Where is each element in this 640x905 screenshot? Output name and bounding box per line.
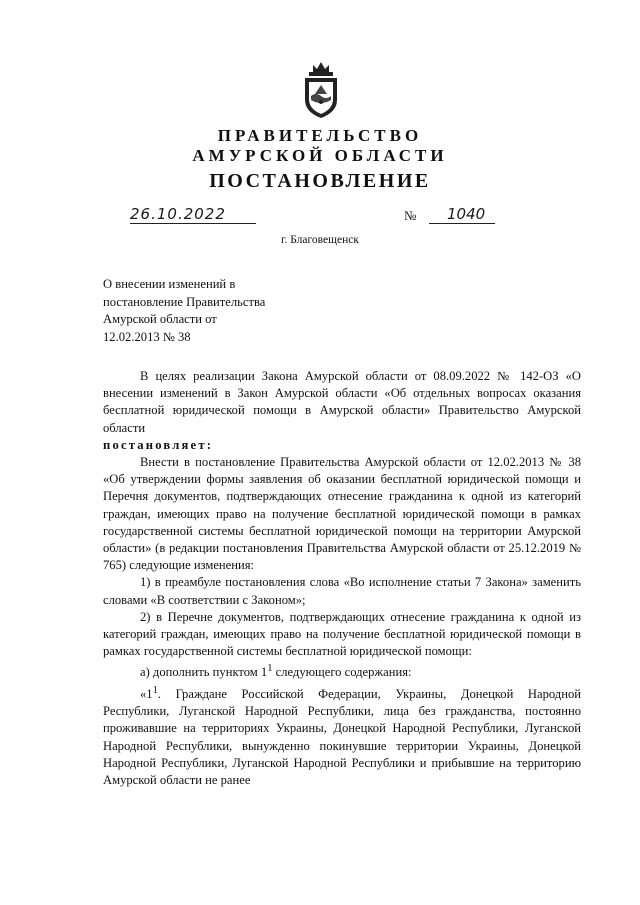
paragraph-item-1: 1) в преамбуле постановления слова «Во исполнение статьи 7 Закона» заменить словами «В соответствии с Законом»; <box>103 575 581 607</box>
intro-paragraph: В целях реализации Закона Амурской области от 08.09.2022 № 142-ОЗ «О внесении изменений в Закон Амурской области «Об отдельных вопросах оказания бесплатной юридической помощи в Амурской области» Правительство Амурской области <box>103 369 581 435</box>
subject-line: О внесении изменений в <box>103 277 236 291</box>
subject-line: постановление Правительства <box>103 294 266 309</box>
government-title: ПРАВИТЕЛЬСТВО <box>217 126 423 145</box>
paragraph-item-2: 2) в Перечне документов, подтверждающих отнесение гражданина к одной из категорий граждан, имеющих право на получение бесплатной юридической помощи в рамках государственной системы бесплатной юридической помощи: <box>103 609 581 659</box>
document-type: ПОСТАНОВЛЕНИЕ <box>209 170 431 192</box>
coat-of-arms-icon <box>299 60 343 120</box>
region-title: АМУРСКОЙ ОБЛАСТИ <box>192 146 448 165</box>
document-number: 1040 <box>429 205 495 224</box>
subject-line: 12.02.2013 № 38 <box>103 329 191 344</box>
paragraph-item-a: а) дополнить пунктом $1^1$ следующего содержания: <box>140 663 412 680</box>
document-date: 26.10.2022 <box>130 205 256 224</box>
document-subject <box>103 276 265 346</box>
paragraph-main: Внести в постановление Правительства Амурской области от 12.02.2013 № 38 «Об утверждении формы заявления об оказании бесплатной юридической помощи и Перечня документов, подтверждающих отнесение гражданина к одной из категорий граждан, имеющих право на получение бесплатной юридической помощи в рамках государственной системы бесплатной юридической помощи на территории Амурской области» (в редакции постановления Правительства Амурской области от 25.12.2019 № 765) следующие изменения: <box>103 455 581 573</box>
city: г. Благовещенск <box>281 234 359 246</box>
number-label: № <box>404 208 417 223</box>
document-body <box>103 368 581 789</box>
paragraph-point-1-1: «$1^1$. Граждане Российской Федерации, Украины, Донецкой Народной Республики, Луганской Народной Республики, лица без гражданства, постоянно проживавшие на территориях Украины, Донецкой Народной Республики, Луганской Народной Республики, вынужденно покинувшие территории Украины, Донецкой Народной Республики, Луганской Народной Республики и прибывшие на территорию Амурской области не ранее <box>103 684 581 788</box>
subject-line: Амурской области от <box>103 312 217 326</box>
decree-word: постановляет: <box>103 437 214 452</box>
